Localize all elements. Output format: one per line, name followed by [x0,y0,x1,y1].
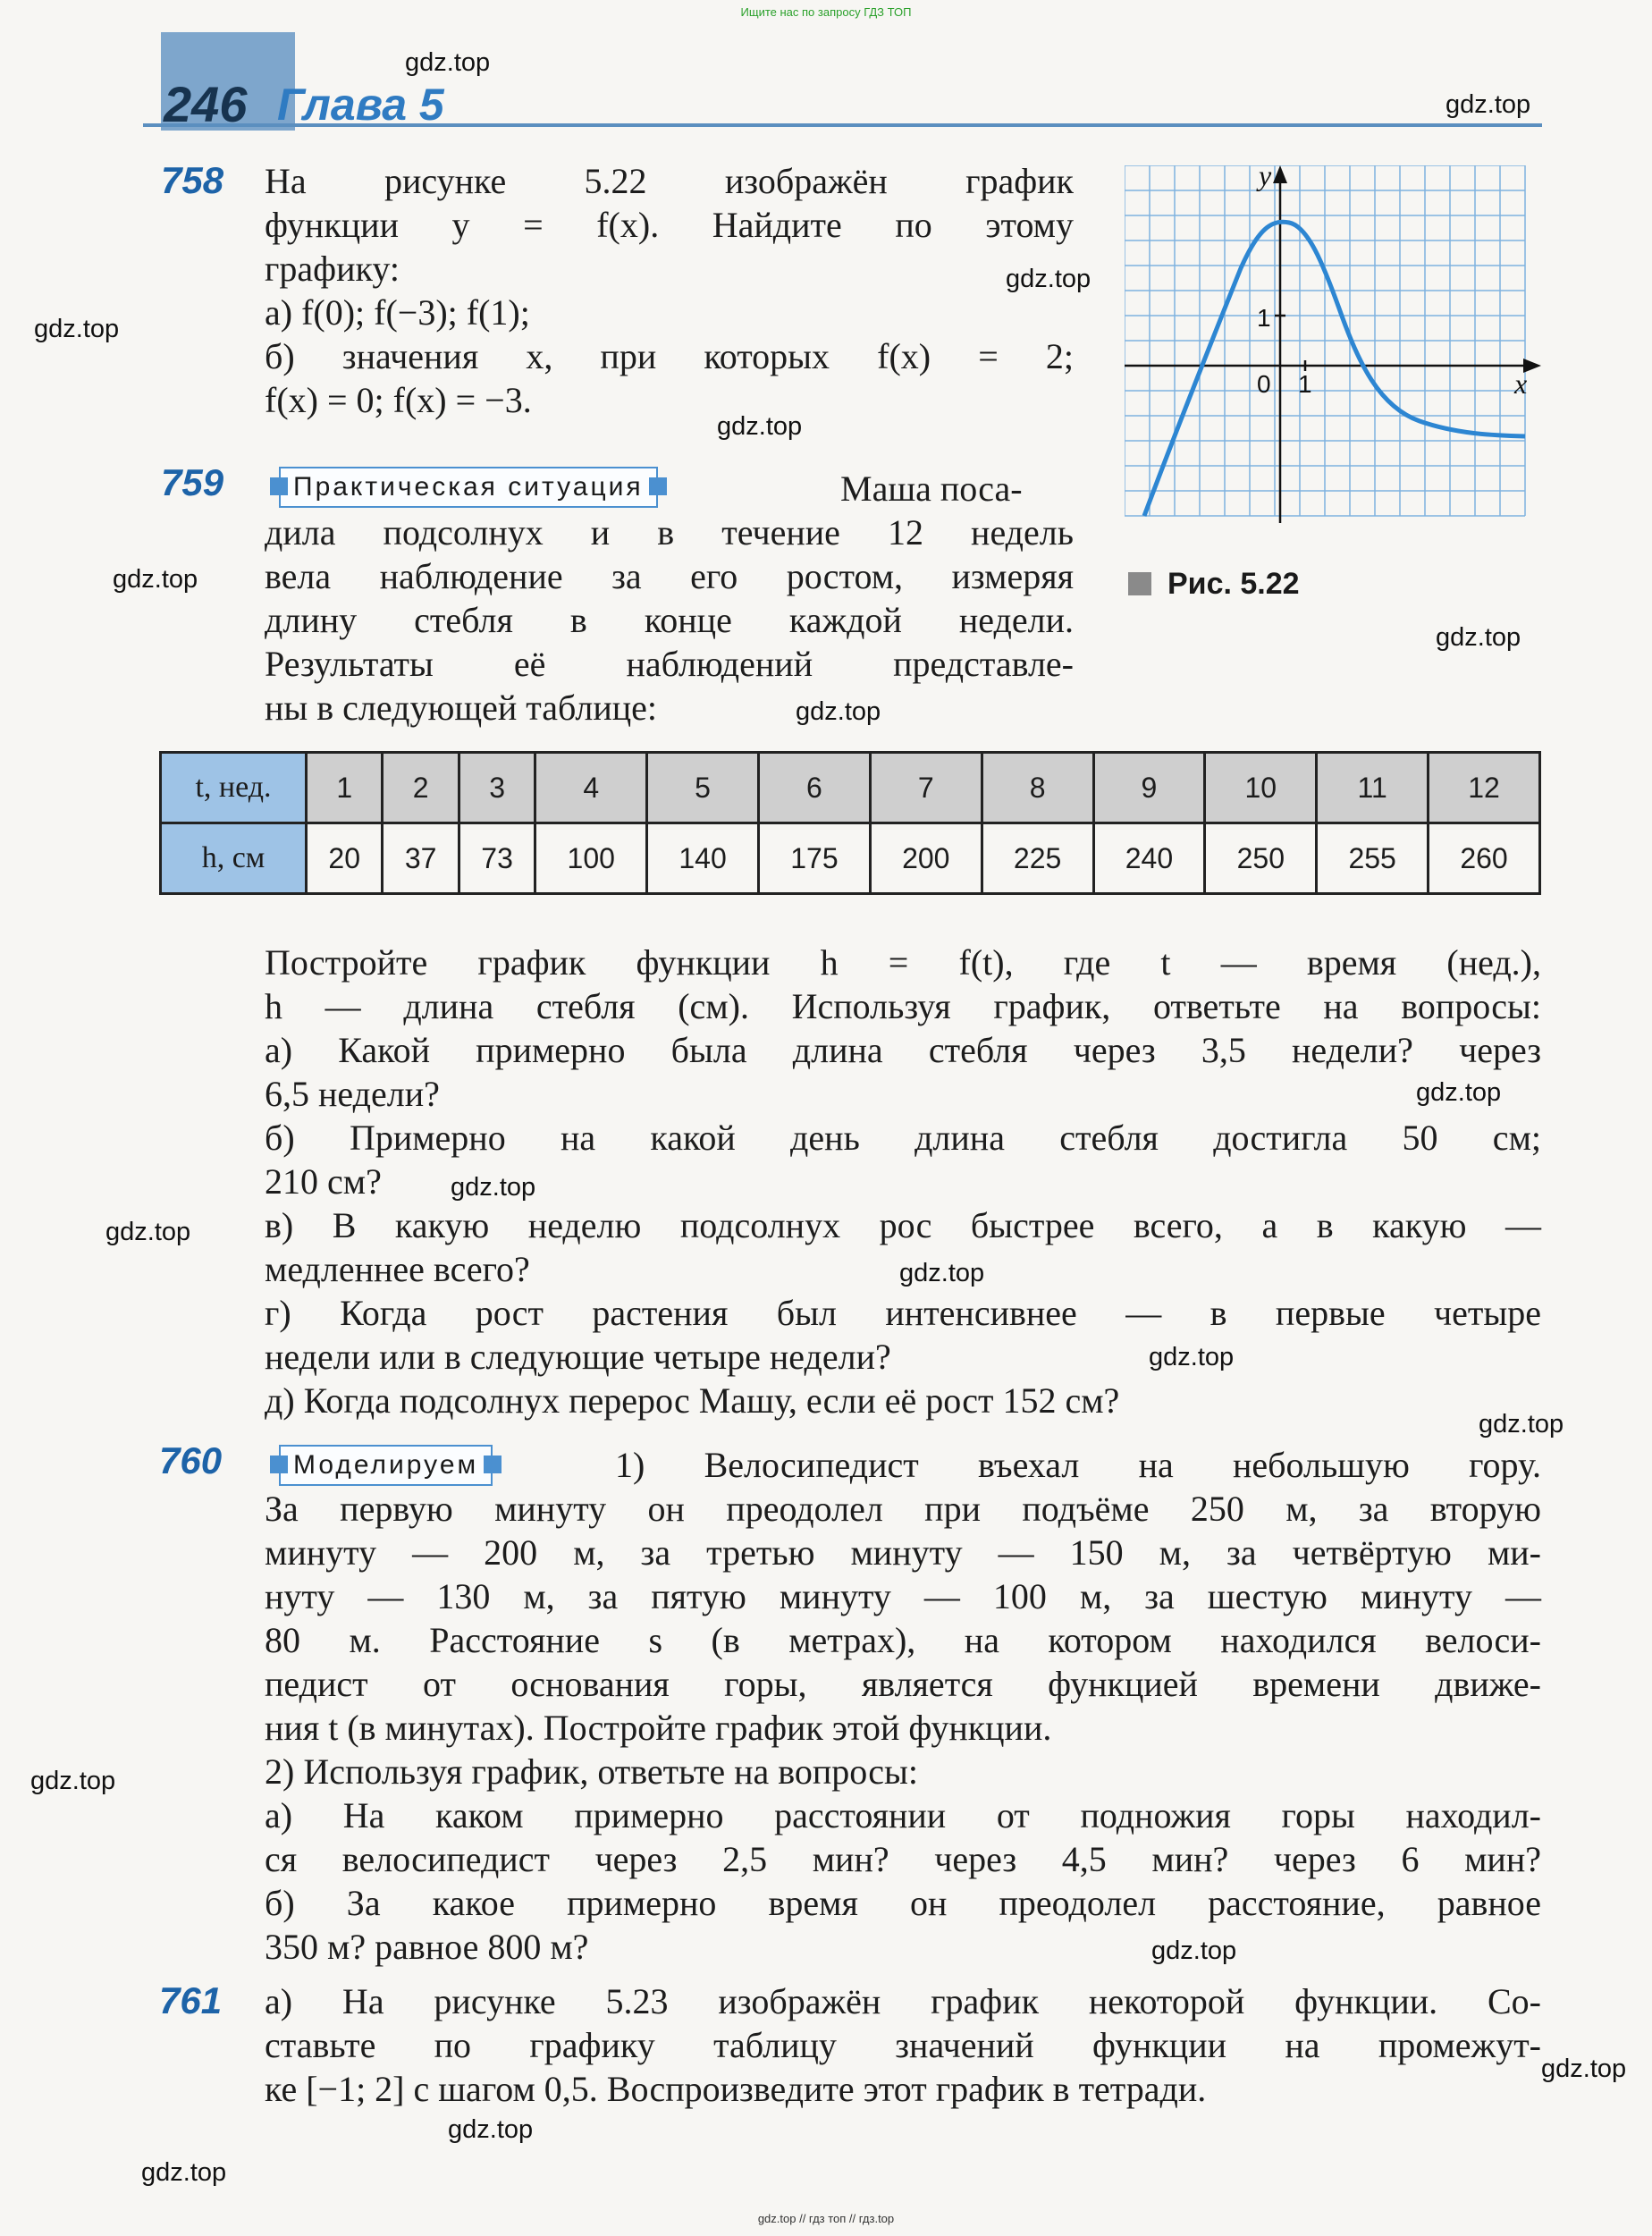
text-line: г) Когда рост растения был интенсивнее — в первые четыре [265,1293,1541,1333]
text-line: 80 м. Расстояние s (в метрах), на котором находился велоси- [265,1620,1541,1660]
watermark: gdz.top [113,565,198,594]
watermark: gdz.top [899,1259,985,1287]
top-note: Ищите нас по запросу ГДЗ ТОП [740,5,912,19]
table-cell: 100 [535,823,647,894]
watermark: gdz.top [1479,1410,1564,1439]
table-cell: 7 [870,753,982,823]
table-cell: 10 [1205,753,1317,823]
watermark: gdz.top [1149,1343,1235,1371]
text-line: функции y = f(x). Найдите по этому [265,205,1074,245]
watermark: gdz.top [1436,623,1521,652]
table-cell: 140 [647,823,759,894]
exercise-759-text [265,510,1074,730]
text-line: f(x) = 0; f(x) = −3. [265,380,532,420]
text-line: 350 м? равное 800 м? [265,1927,589,1967]
table-cell: 255 [1317,823,1429,894]
text-line: На рисунке 5.22 изображён график [265,161,1074,201]
exercise-759-questions [265,941,1541,1422]
text-line: h — длина стебля (см). Используя график, ответьте на вопросы: [265,986,1541,1026]
text-line: ны в следующей таблице: [265,688,658,728]
growth-table [159,751,1541,895]
badge-label: Практическая ситуация [279,467,658,508]
text-line: б) значения x, при которых f(x) = 2; [265,336,1074,376]
text-line: За первую минуту он преодолел при подъёме 250 м, за вторую [265,1489,1541,1529]
text-line: а) f(0); f(−3); f(1); [265,292,530,333]
watermark: gdz.top [141,2158,227,2187]
text-line: б) За какое примерно время он преодолел расстояние, равное [265,1883,1541,1923]
text-line: нуту — 130 м, за пятую минуту — 100 м, за шестую минуту — [265,1576,1541,1616]
table-cell: 175 [759,823,871,894]
text-line: в) В какую неделю подсолнух рос быстрее всего, а в какую — [265,1205,1541,1245]
table-cell: 260 [1429,823,1540,894]
watermark: gdz.top [1006,265,1092,293]
exercise-761-text [265,1979,1541,2111]
badge-label: Моделируем [279,1445,493,1486]
table-cell: 73 [459,823,535,894]
table-cell: 250 [1205,823,1317,894]
exercise-760-text [265,1487,1541,1969]
watermark: gdz.top [717,412,803,441]
table-cell: 4 [535,753,647,823]
text-line: а) Какой примерно была длина стебля через 3,5 недели? через [265,1030,1541,1070]
x-tick-label: 1 [1298,370,1312,398]
text-line: Результаты её наблюдений представле- [265,644,1074,684]
text-line: педист от основания горы, является функцией времени движе- [265,1664,1541,1704]
table-cell: 5 [647,753,759,823]
table-cell: 200 [870,823,982,894]
text-line: вела наблюдение за его ростом, измеряя [265,556,1074,596]
text-line: дила подсолнух и в течение 12 недель [265,512,1074,553]
text-line: б) Примерно на какой день длина стебля достигла 50 см; [265,1118,1541,1158]
origin-label: 0 [1257,370,1271,398]
page-number: 246 [164,76,248,132]
text-line: медленнее всего? [265,1249,530,1289]
table-cell: 8 [982,753,1093,823]
row-header-h: h, см [161,823,307,894]
x-axis-label: x [1514,367,1528,400]
exercise-758-text [265,159,1074,422]
figure-caption-marker [1128,572,1151,595]
watermark: gdz.top [1541,2055,1627,2083]
table-cell: 20 [307,823,383,894]
watermark: gdz.top [105,1218,191,1246]
exercise-number-760: 760 [159,1439,223,1481]
table-cell: 37 [383,823,459,894]
text-line: недели или в следующие четыре недели? [265,1337,891,1377]
row-header-t: t, нед. [161,753,307,823]
watermark: gdz.top [796,697,881,726]
text-line: графику: [265,249,400,289]
grid [1125,165,1528,516]
exercise-number-761: 761 [159,1979,223,2021]
watermark: gdz.top [448,2115,534,2144]
text-line: ставьте по графику таблицу значений функции на промежут- [265,2025,1541,2065]
practical-situation-badge [279,467,658,508]
table-cell: 6 [759,753,871,823]
watermark: gdz.top [1446,90,1531,119]
table-cell: 1 [307,753,383,823]
text-line: 2) Используя график, ответьте на вопросы: [265,1751,919,1792]
text-line: Постройте график функции h = f(t), где t — время (нед.), [265,942,1541,983]
bottom-note: gdz.top // гдз топ // гдз.top [757,2212,895,2225]
text-line: ния t (в минутах). Постройте график этой функции. [265,1708,1052,1748]
table-row [161,823,1540,894]
table-cell: 240 [1093,823,1205,894]
table-cell: 3 [459,753,535,823]
watermark: gdz.top [451,1173,536,1202]
watermark: gdz.top [30,1767,116,1795]
table-cell: 9 [1093,753,1205,823]
table-cell: 11 [1317,753,1429,823]
watermark: gdz.top [405,48,491,77]
y-axis-label: y [1259,165,1272,191]
text-line: 210 см? [265,1161,382,1202]
text-line: а) На каком примерно расстоянии от подножия горы находил- [265,1795,1541,1835]
text-line: 6,5 недели? [265,1074,440,1114]
table-cell: 225 [982,823,1093,894]
watermark: gdz.top [34,315,120,343]
watermark: gdz.top [1416,1078,1502,1107]
text-line: а) На рисунке 5.23 изображён график некоторой функции. Со- [265,1981,1541,2021]
figure-5-22-graph [1125,165,1541,523]
figure-caption: Рис. 5.22 [1167,567,1300,601]
chapter-title: Глава 5 [277,80,444,130]
text-line: Маша поса- [840,468,1023,509]
text-line: ке [−1; 2] с шагом 0,5. Воспроизведите этот график в тетради. [265,2069,1207,2109]
exercise-number-758: 758 [161,159,224,201]
exercise-number-759: 759 [161,461,224,503]
text-line: 1) Велосипедист въехал на небольшую гору. [615,1445,1541,1485]
text-line: длину стебля в конце каждой недели. [265,600,1074,640]
text-line: д) Когда подсолнух перерос Машу, если её рост 152 см? [265,1380,1120,1421]
text-line: ся велосипедист через 2,5 мин? через 4,5 мин? через 6 мин? [265,1839,1541,1879]
y-tick-label: 1 [1257,304,1271,332]
text-line: минуту — 200 м, за третью минуту — 150 м, за четвёртую ми- [265,1532,1541,1573]
table-cell: 2 [383,753,459,823]
modeling-badge [279,1445,493,1486]
table-cell: 12 [1429,753,1540,823]
watermark: gdz.top [1151,1936,1237,1965]
table-row [161,753,1540,823]
